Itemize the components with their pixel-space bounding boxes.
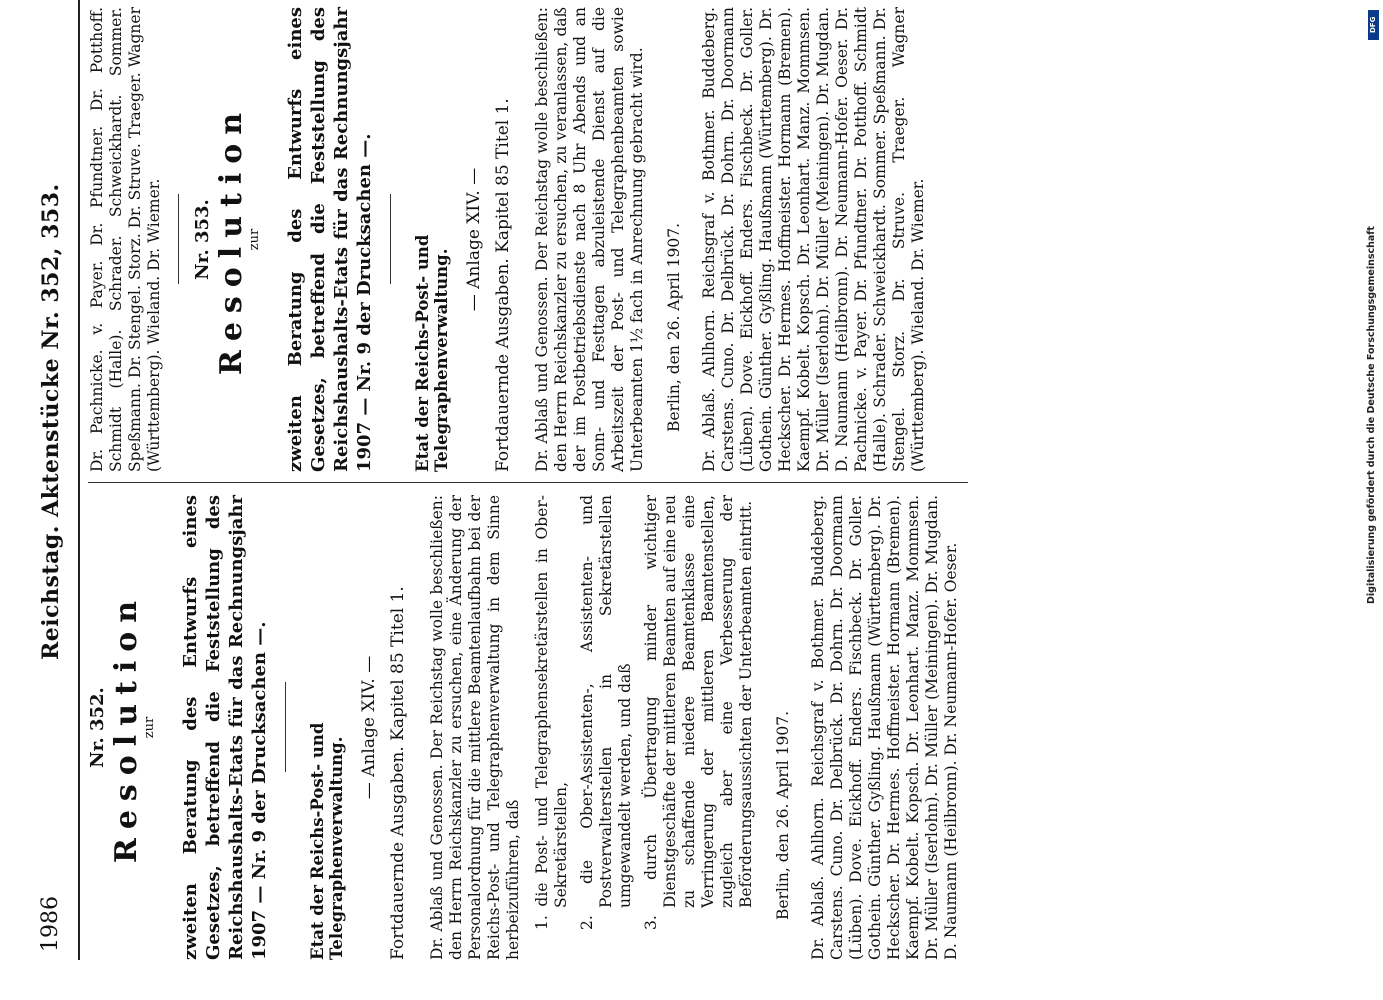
- signatories-continued: Dr. Pachnicke. v. Payer. Dr. Pfundtner. Dr. Potthoff. Schmidt (Halle). Schrader. Schweickhardt. Sommer. Speßmann. Dr. Stengel. Storz. Dr. Struve. Traeger. Wagner (Württemberg). Wieland. Dr. Wiemer.: [88, 7, 163, 472]
- resolution-title: zweiten Beratung des Entwurfs eines Gesetzes, betreffend die Feststellung des Reichshaushalts-Etats für das Rechnungsjahr 1907 — Nr. 9 der Drucksachen —.: [285, 7, 375, 472]
- date-line: Berlin, den 26. April 1907.: [774, 710, 792, 920]
- list-item: 1. die Post- und Telegraphensekretärstellen in Ober-Sekretärstellen,: [533, 495, 570, 930]
- resolution-text: Dr. Ablaß und Genossen. Der Reichstag wolle beschließen: den Herrn Reichskanzler zu ersuchen, zu veranlassen, daß der im Postbetriebsdienste nach 8 Uhr Abends und an Sonn- und Festtagen abzuleistende Dienst auf die Arbeitszeit der Post- und Telegraphenbeamten sowie Unterbeamten 1½ fach in Anrechnung gebracht wird.: [533, 7, 646, 472]
- document-number: Nr. 353.: [192, 199, 213, 280]
- divider: [178, 195, 179, 285]
- document-page: [10, 0, 1010, 960]
- signatories: Dr. Ablaß. Ahlhorn. Reichsgraf v. Bothmer. Buddeberg. Carstens. Cuno. Dr. Delbrück. Dr. Dohrn. Dr. Doormann (Lüben). Dove. Eickhoff. Enders. Fischbeck. Dr. Goller. Gothein. Günther. Gyßling. Haußmann (Württemberg). Dr. Heckscher. Dr. Hermes. Hoffmeister. Hormann (Bremen). Kaempf. Kobelt. Kopsch. Dr. Leonhart. Manz. Mommsen. Dr. Müller (Iserlohn). Dr. Müller (Meiningen). Dr. Mugdan. D. Naumann (Heilbronn). Dr. Neumann-Hofer. Oeser. Dr. Pachnicke. v. Payer. Dr. Pfundtner. Dr. Potthoff. Schmidt (Halle). Schrader. Schweickhardt. Sommer. Speßmann. Dr. Stengel. Storz. Dr. Struve. Traeger. Wagner (Württemberg). Wieland. Dr. Wiemer.: [700, 7, 927, 472]
- page-header: [36, 0, 76, 960]
- column-divider: [88, 482, 968, 483]
- digitization-credit: Digitalisierung gefördert durch die Deutsche Forschungsgemeinschaft: [1366, 226, 1377, 604]
- dfg-logo: DFG: [1368, 10, 1379, 40]
- divider: [390, 195, 391, 285]
- kapitel-label: Fortdauernde Ausgaben. Kapitel 85 Titel 1.: [388, 586, 408, 960]
- kapitel-label: Fortdauernde Ausgaben. Kapitel 85 Titel 1.: [493, 98, 513, 472]
- running-title: Reichstag. Aktenstücke Nr. 352, 353.: [38, 183, 64, 660]
- resolution-text: Dr. Ablaß und Genossen. Der Reichstag wolle beschließen: den Herrn Reichskanzler zu ersuchen, eine Änderung der Personalordnung für die mittlere Beamtenlaufbahn bei der Reichs-Post- und Telegraphenverwaltung in dem Sinne herbeizuführen, daß: [428, 495, 522, 960]
- list-item: 3. durch Übertragung minder wichtiger Dienstgeschäfte der mittleren Beamten auf eine neu zu schaffende niedere Beamtenklasse eine Verringerung der mittleren Beamtenstellen, zugleich aber eine Verbesserung der Beförderungsaussichten der Unterbeamten eintritt.: [642, 495, 755, 930]
- page-number: 1986: [38, 896, 63, 952]
- etat-heading: Etat der Reichs-Post- und Telegraphenverwaltung.: [308, 722, 346, 960]
- divider: [285, 683, 286, 773]
- list-item: 2. die Ober-Assistenten-, Assistenten- und Postverwalterstellen in Sekretärstellen umgewandelt werden, und daß: [578, 495, 634, 930]
- document-number: Nr. 352.: [87, 687, 108, 768]
- anlage-label: — Anlage XIV. —: [359, 655, 379, 800]
- resolution-list: [533, 495, 756, 930]
- signatories: Dr. Ablaß. Ahlhorn. Reichsgraf v. Bothmer. Buddeberg. Carstens. Cuno. Dr. Delbrück. Dr. Dohrn. Dr. Doormann (Lüben). Dove. Eickhoff. Enders. Fischbeck. Dr. Goller. Gothein. Günther. Gyßling. Haußmann (Württemberg). Dr. Heckscher. Dr. Hermes. Hoffmeister. Hormann (Bremen). Kaempf. Kobelt. Kopsch. Dr. Leonhart. Manz. Mommsen. Dr. Müller (Iserlohn). Dr. Müller (Meiningen). Dr. Mugdan. D. Naumann (Heilbronn). Dr. Neumann-Hofer. Oeser.: [809, 495, 960, 960]
- date-line: Berlin, den 26. April 1907.: [665, 222, 683, 432]
- right-column: [88, 7, 988, 472]
- etat-heading: Etat der Reichs-Post- und Telegraphenverwaltung.: [413, 234, 451, 472]
- zur-label: zur: [247, 228, 262, 251]
- resolution-heading: Resolution: [109, 591, 144, 864]
- header-rule: [78, 0, 80, 960]
- zur-label: zur: [142, 716, 157, 739]
- resolution-heading: Resolution: [214, 103, 249, 376]
- left-column: [88, 495, 988, 960]
- anlage-label: — Anlage XIV. —: [464, 167, 484, 312]
- resolution-title: zweiten Beratung des Entwurfs eines Gesetzes, betreffend die Feststellung des Reichshaushalts-Etats für das Rechnungsjahr 1907 — Nr. 9 der Drucksachen —.: [180, 495, 270, 960]
